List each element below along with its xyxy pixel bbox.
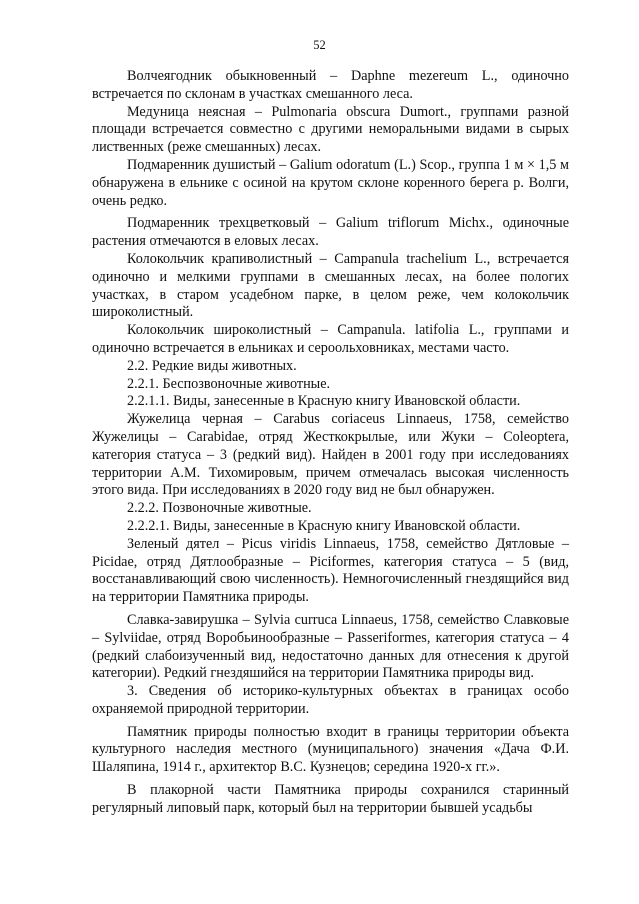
paragraph-cultural-heritage: Памятник природы полностью входит в границы территории объекта культурного наследия местного (муниципального) значения «Дача Ф.И. Шаляпина, 1914 г., архитектор В.С. Кузнецов; середина 1920-х гг.». [92,723,569,776]
section-heading-red-book-vertebrates: 2.2.2.1. Виды, занесенные в Красную книгу Ивановской области. [127,517,521,534]
paragraph-galium-triflorum: Подмаренник трехцветковый – Galium triflorum Michx., одиночные растения отмечаются в еловых лесах. [92,215,569,250]
paragraph-daphne: Волчеягодник обыкновенный – Daphne mezereum L., одиночно встречается по склонам в участках смешанного леса. [92,68,569,102]
paragraph-campanula-latifolia: Колокольчик широколистный – Campanula. latifolia L., группами и одиночно встречается в ельниках и сероольховниках, местами часто. [92,322,569,356]
paragraph-carabus: Жужелица черная – Carabus coriaceus Linnaeus, 1758, семейство Жужелицы – Carabidae, отряд Жесткокрылые, или Жуки – Coleoptera, категория статуса – 3 (редкий вид). Найден в 2001 году при исследованиях территории А.М. Тихомировым, причем отмечалась высокая численность этого вида. При исследованиях в 2020 году вид не был обнаружен. [92,411,569,499]
document-body [92,68,569,818]
page-number: 52 [313,38,326,52]
paragraph-picus: Зеленый дятел – Picus viridis Linnaeus, 1758, семейство Дятловые – Picidae, отряд Дятлообразные – Piciformes, категория статуса – 5 (вид, восстанавливающий свою численность). Немногочисленный гнездящийся вид на территории Памятника природы. [92,535,569,606]
section-heading-cultural-objects: 3. Сведения об историко-культурных объектах в границах особо охраняемой природной территории. [92,683,569,717]
paragraph-linden-park: В плакорной части Памятника природы сохранился старинный регулярный липовый парк, который был на территории бывшей усадьбы [92,782,569,816]
section-heading-vertebrates: 2.2.2. Позвоночные животные. [127,500,312,517]
paragraph-campanula-trachelium: Колокольчик крапиволистный – Campanula trachelium L., встречается одиночно и мелкими группами в смешанных лесах, на более пологих участках, в старом усадебном парке, в целом реже, чем колокольчик широколистный. [92,250,569,321]
section-heading-rare-animals: 2.2. Редкие виды животных. [127,357,297,374]
paragraph-sylvia: Славка-завирушка – Sylvia curruca Linnaeus, 1758, семейство Славковые – Sylviidae, отряд Воробьинообразные – Passeriformes, категория статуса – 4 (редкий слабоизученный вид, недостаточно данных для отнесения к другой категории). Редкий гнездяшийся на территории Памятника природы вид. [92,611,569,682]
paragraph-galium-odoratum: Подмаренник душистый – Galium odoratum (L.) Scop., группа 1 м × 1,5 м обнаружена в ельнике с осиной на крутом склоне коренного берега р. Волги, очень редко. [92,156,569,209]
paragraph-pulmonaria: Медуница неясная – Pulmonaria obscura Dumort., группами разной площади встречается совместно с другими неморальными видами в сырых лиственных (реже смешанных) лесах. [92,103,569,156]
section-heading-invertebrates: 2.2.1. Беспозвоночные животные. [127,375,331,392]
section-heading-red-book-invertebrates: 2.2.1.1. Виды, занесенные в Красную книгу Ивановской области. [127,393,521,410]
